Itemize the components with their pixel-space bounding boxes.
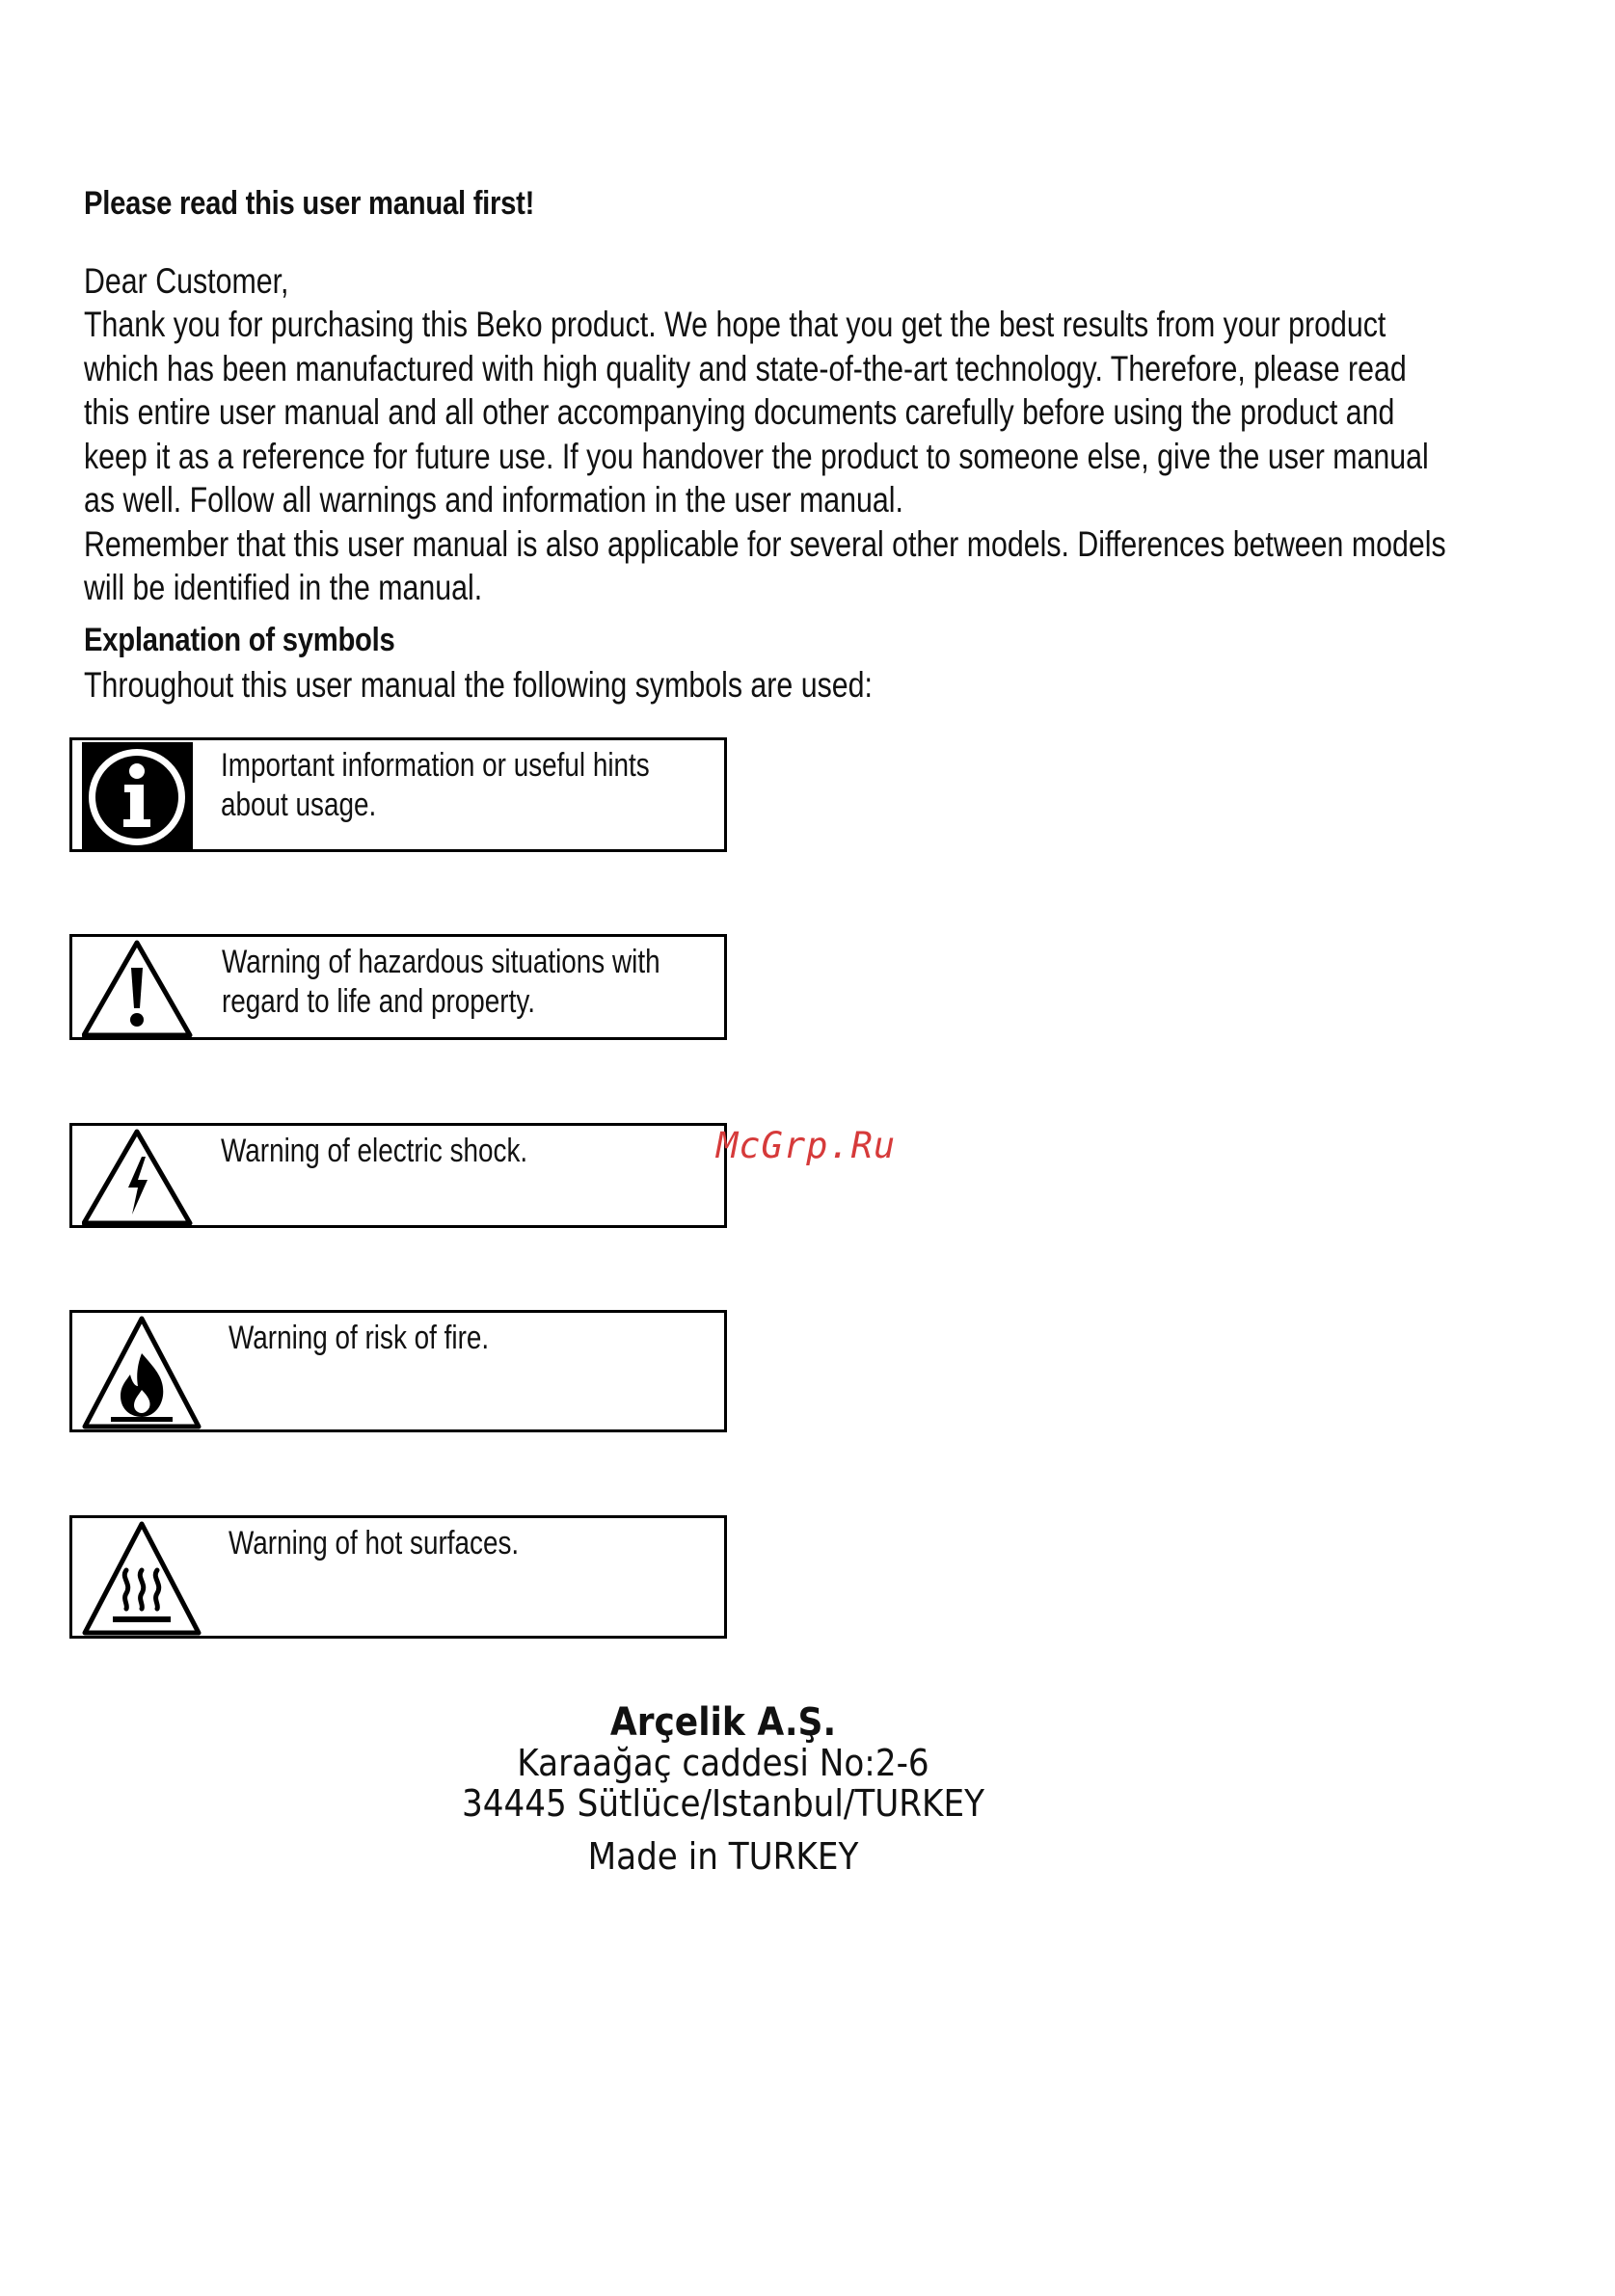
symbols-intro: Throughout this user manual the following symbols are used: <box>84 665 873 705</box>
symbol-description <box>229 1319 489 1358</box>
symbol-line: Warning of hot surfaces. <box>229 1525 520 1562</box>
symbol-box-fire <box>69 1310 727 1432</box>
company-city: 34445 Sütlüce/Istanbul/TURKEY <box>462 1782 984 1825</box>
info-icon <box>82 742 193 850</box>
symbol-description <box>221 1132 527 1171</box>
symbol-line: Warning of electric shock. <box>221 1133 528 1169</box>
intro-line: Thank you for purchasing this Beko product. We hope that you get the best results from your product <box>84 305 1386 344</box>
symbol-line: Warning of hazardous situations with <box>222 944 660 980</box>
intro-line: will be identified in the manual. <box>84 568 483 607</box>
symbol-description <box>229 1524 519 1563</box>
symbol-line: regard to life and property. <box>222 983 535 1020</box>
company-name: Arçelik A.Ş. <box>609 1700 837 1745</box>
company-street: Karaağaç caddesi No:2-6 <box>517 1742 929 1784</box>
intro-line: this entire user manual and all other accompanying documents carefully before using the product and <box>84 392 1395 432</box>
symbol-box-info <box>69 737 727 852</box>
greeting: Dear Customer, <box>84 261 289 301</box>
page-title: Please read this user manual first! <box>84 185 535 222</box>
symbols-heading: Explanation of symbols <box>84 622 395 658</box>
intro-line: keep it as a reference for future use. If you handover the product to someone else, give the user manual <box>84 436 1429 476</box>
symbol-box-hot-surface <box>69 1515 727 1639</box>
symbol-description <box>222 943 660 1022</box>
intro-line: Remember that this user manual is also applicable for several other models. Differences between models <box>84 523 1446 564</box>
symbol-box-hazard <box>69 934 727 1040</box>
electric-shock-icon <box>82 1128 193 1227</box>
hazard-warning-icon <box>82 939 193 1039</box>
symbol-description <box>221 746 650 825</box>
hot-surface-icon <box>82 1520 202 1638</box>
symbol-line: Warning of risk of fire. <box>229 1320 490 1356</box>
made-in: Made in TURKEY <box>587 1835 859 1878</box>
fire-risk-icon <box>82 1315 202 1431</box>
intro-paragraph <box>84 303 1446 610</box>
symbol-line: about usage. <box>221 787 377 823</box>
symbol-box-electric-shock <box>69 1123 727 1228</box>
intro-line: as well. Follow all warnings and information in the user manual. <box>84 480 903 520</box>
intro-line: which has been manufactured with high quality and state-of-the-art technology. Therefore, please read <box>84 348 1407 388</box>
symbol-line: Important information or useful hints <box>221 747 650 784</box>
watermark: McGrp.Ru <box>716 1125 897 1166</box>
